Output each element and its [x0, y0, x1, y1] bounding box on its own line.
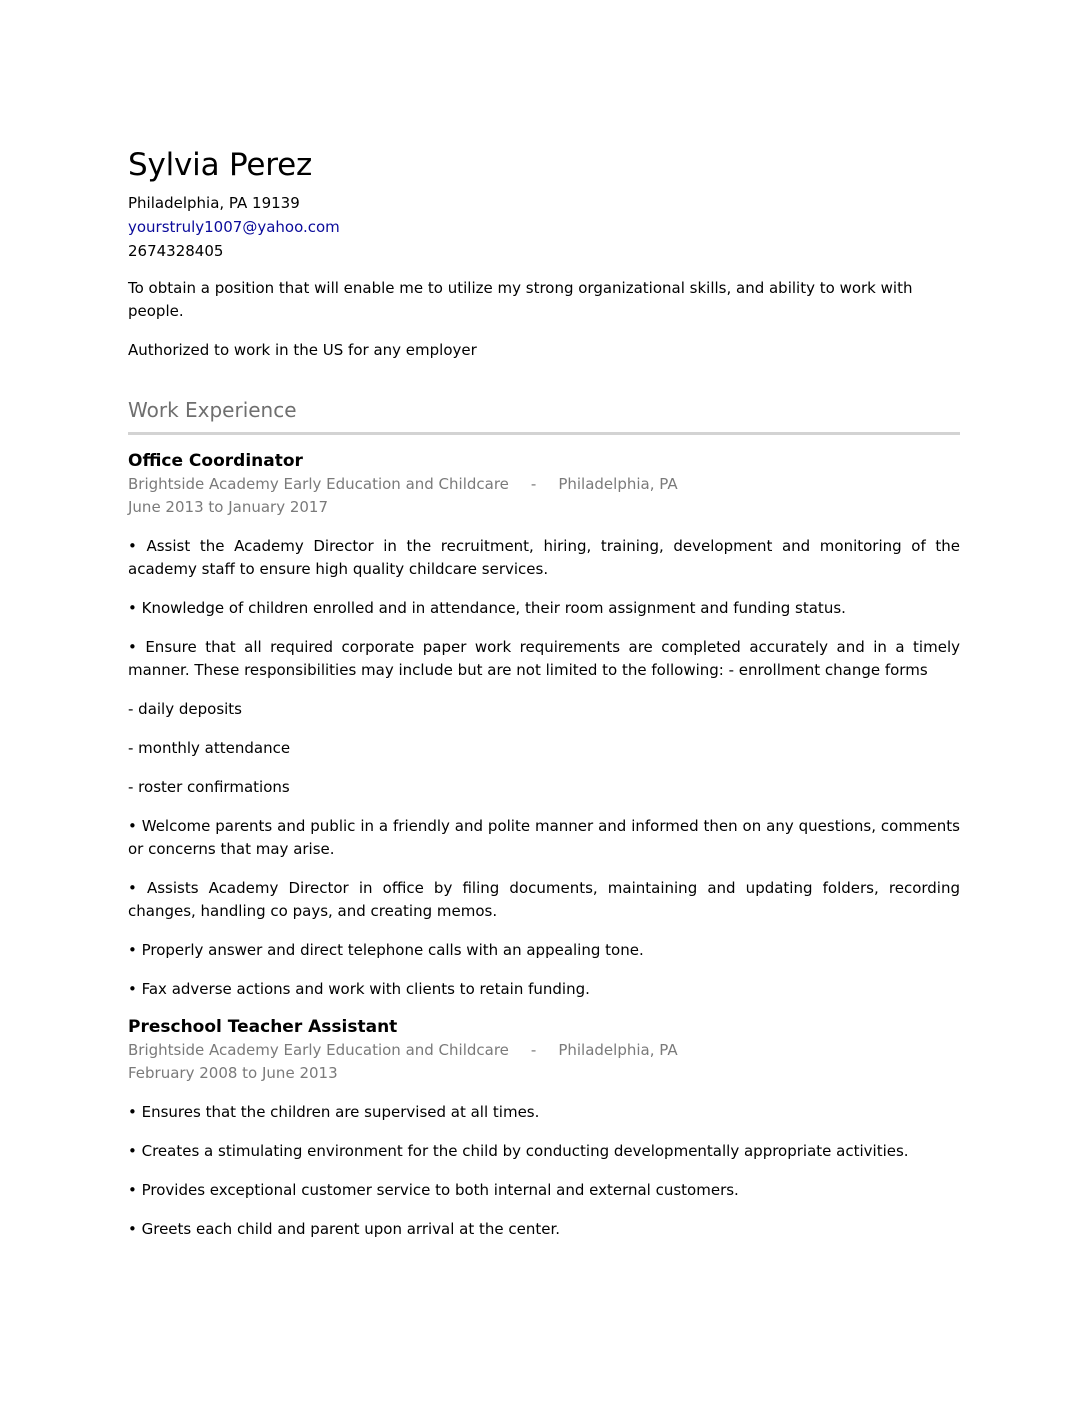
job-location: Philadelphia, PA	[558, 1041, 678, 1059]
job-duty: - roster confirmations	[128, 778, 290, 796]
job-title: Office Coordinator	[128, 451, 303, 471]
section-divider	[128, 432, 960, 435]
resume-page	[128, 143, 960, 1241]
job-company: Brightside Academy Early Education and Childcare	[128, 475, 509, 493]
job-company: Brightside Academy Early Education and Childcare	[128, 1041, 509, 1059]
job-duty: • Greets each child and parent upon arrival at the center.	[128, 1220, 561, 1238]
job-dates: June 2013 to January 2017	[128, 498, 329, 516]
job-duties	[128, 535, 960, 1001]
job-duty: • Creates a stimulating environment for the child by conducting developmentally appropriate activities.	[128, 1142, 909, 1160]
job-company-location	[128, 1039, 960, 1062]
job-company-location	[128, 473, 960, 496]
job-duties	[128, 1101, 960, 1241]
job-duty: - daily deposits	[128, 700, 243, 718]
job-entry	[128, 449, 960, 1001]
meta-separator: -	[530, 1041, 537, 1059]
job-duty: • Ensure that all required corporate paper work requirements are completed accurately and in a timely manner. These responsibilities may include but are not limited to the following: - enrollment change forms	[128, 638, 960, 679]
email-link[interactable]: yourstruly1007@yahoo.com	[128, 218, 340, 236]
job-duty: • Welcome parents and public in a friendly and polite manner and informed then on any questions, comments or concerns that may arise.	[128, 817, 960, 858]
job-entry	[128, 1015, 960, 1241]
job-duty: - monthly attendance	[128, 739, 291, 757]
objective-statement: To obtain a position that will enable me to utilize my strong organizational skills, and ability to work with people.	[128, 279, 913, 320]
candidate-phone: 2674328405	[128, 242, 224, 260]
job-dates: February 2008 to June 2013	[128, 1064, 338, 1082]
work-authorization: Authorized to work in the US for any employer	[128, 341, 477, 359]
job-duty: • Fax adverse actions and work with clients to retain funding.	[128, 980, 590, 998]
job-duty: • Provides exceptional customer service to both internal and external customers.	[128, 1181, 739, 1199]
email-line	[128, 215, 960, 239]
job-duty: • Assists Academy Director in office by filing documents, maintaining and updating folders, recording changes, handling co pays, and creating memos.	[128, 879, 960, 920]
meta-separator: -	[530, 475, 537, 493]
job-title: Preschool Teacher Assistant	[128, 1017, 398, 1037]
job-duty: • Knowledge of children enrolled and in attendance, their room assignment and funding status.	[128, 599, 846, 617]
job-location: Philadelphia, PA	[558, 475, 678, 493]
job-duty: • Properly answer and direct telephone calls with an appealing tone.	[128, 941, 644, 959]
section-title-work-experience: Work Experience	[128, 398, 297, 422]
job-duty: • Assist the Academy Director in the recruitment, hiring, training, development and monitoring of the academy staff to ensure high quality childcare services.	[128, 537, 960, 578]
candidate-name: Sylvia Perez	[128, 147, 313, 183]
resume-header	[128, 143, 960, 263]
job-duty: • Ensures that the children are supervised at all times.	[128, 1103, 540, 1121]
candidate-location: Philadelphia, PA 19139	[128, 194, 300, 212]
